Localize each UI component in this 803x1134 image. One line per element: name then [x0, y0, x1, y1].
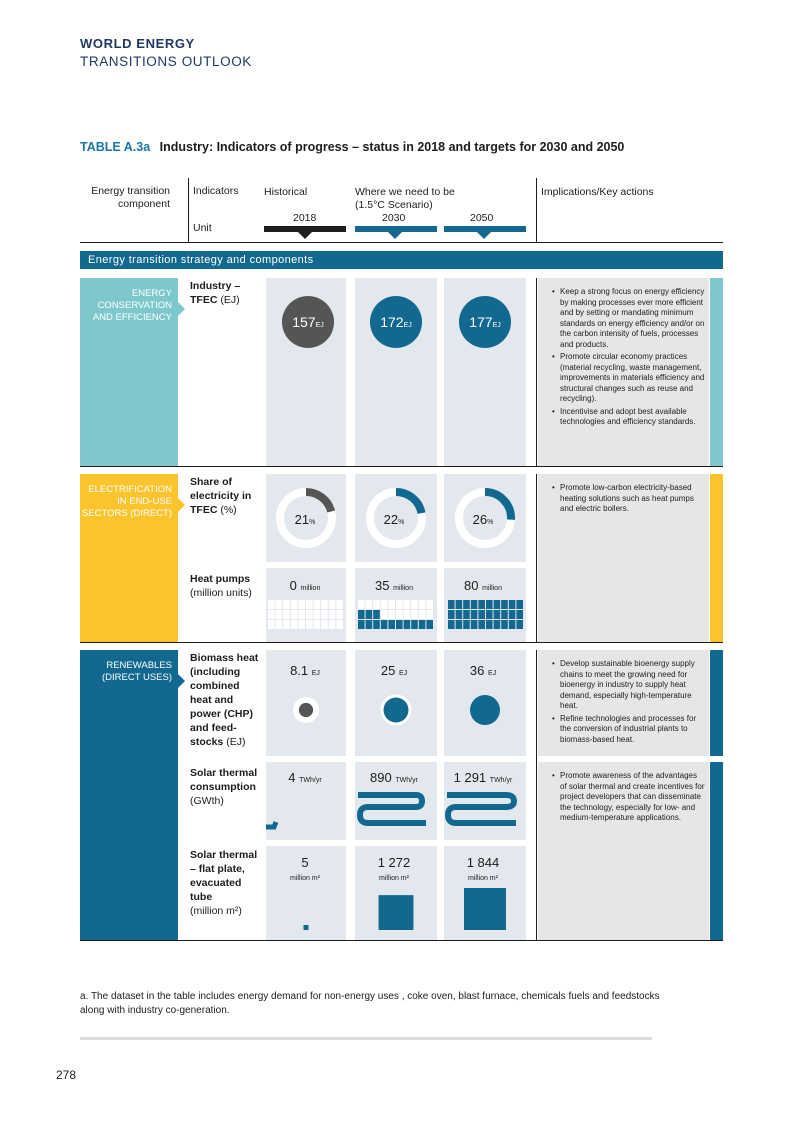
st-suffix: TWh/yr — [489, 777, 513, 784]
bio-suffix: EJ — [398, 670, 408, 677]
hp-unit — [516, 610, 523, 619]
hp-unit — [396, 600, 403, 609]
hp-unit — [276, 600, 283, 609]
indicator-unit: (million m²) — [190, 905, 242, 917]
tfec-unit: EJ — [492, 322, 501, 329]
solar-pipe-icon-2018 — [266, 822, 276, 827]
hp-unit — [298, 620, 305, 629]
indicator-unit: (%) — [220, 504, 237, 516]
hp-unit — [516, 620, 523, 629]
bio-chart — [266, 690, 526, 730]
table-caption: Industry: Indicators of progress – status in 2018 and targets for 2030 and 2050 — [159, 140, 625, 154]
hp-unit — [463, 620, 470, 629]
hp-unit — [321, 610, 328, 619]
st-value: 1 291 — [453, 770, 487, 785]
bio-circle — [470, 695, 500, 725]
bio-value: 25 — [380, 663, 396, 678]
table-title — [80, 140, 624, 154]
hp-unit — [486, 620, 493, 629]
divider — [80, 242, 723, 243]
share-suffix: % — [309, 519, 316, 526]
hp-unit — [404, 620, 411, 629]
fp-suffix: million m² — [468, 875, 498, 882]
tfec-unit: EJ — [403, 322, 412, 329]
hp-unit — [509, 600, 516, 609]
fp-suffix: million m² — [379, 875, 409, 882]
bio-label-2018 — [266, 663, 344, 678]
hp-unit — [306, 600, 313, 609]
indicator-name: Industry – TFEC — [190, 280, 241, 306]
action-item: • Keep a strong focus on energy efficiency by making processes ever more efficient and by setting or mandating minimum standards on energy efficiency and/or on the carbon intensity of fuels, processes and products. — [553, 287, 705, 350]
action-item: • Promote low-carbon electricity-based heating solutions such as heat pumps and electric boilers. — [553, 483, 705, 515]
indicator-biomass — [190, 651, 262, 749]
share-label-2030 — [355, 512, 433, 527]
hp-unit — [366, 600, 373, 609]
hp-suffix: million — [393, 585, 413, 592]
hp-unit — [404, 600, 411, 609]
hp-unit — [298, 610, 305, 619]
tfec-circle-2030 — [370, 296, 422, 348]
hp-unit — [419, 610, 426, 619]
hp-unit — [448, 620, 455, 629]
hp-unit — [381, 610, 388, 619]
hp-unit — [276, 610, 283, 619]
component-label: ENERGY CONSERVATION AND EFFICIENCY — [92, 288, 172, 323]
st-suffix: TWh/yr — [299, 777, 322, 784]
hp-unit — [456, 600, 463, 609]
component-conservation — [80, 278, 178, 466]
divider — [536, 178, 537, 242]
hp-unit — [456, 610, 463, 619]
indicator-name: Heat pumps — [190, 573, 251, 585]
hp-unit — [283, 600, 290, 609]
hp-unit — [471, 620, 478, 629]
divider — [80, 642, 723, 643]
share-value: 21 — [294, 512, 310, 527]
fp-label-2030 — [355, 856, 433, 885]
fp-chart — [266, 884, 526, 934]
header-indicators: Indicators — [193, 185, 239, 197]
hp-unit — [358, 620, 365, 629]
hp-unit — [501, 600, 508, 609]
divider — [178, 842, 536, 844]
indicator-unit: (EJ) — [226, 736, 246, 748]
header-year-2050: 2050 — [470, 212, 494, 224]
hp-unit — [366, 620, 373, 629]
stripe-electrification — [710, 474, 723, 642]
hp-unit — [291, 610, 298, 619]
fp-square — [379, 895, 414, 930]
hp-unit — [358, 600, 365, 609]
footnote-rule — [80, 1037, 652, 1040]
bio-label-2050 — [444, 663, 522, 678]
header-historical: Historical — [264, 186, 308, 198]
hp-suffix: million — [300, 585, 321, 592]
hp-unit — [306, 620, 313, 629]
indicator-name: Solar thermal consumption — [190, 767, 258, 793]
indicator-industry-tfec — [190, 279, 262, 307]
bio-circle — [384, 698, 409, 723]
action-item: • Incentivise and adopt best available technologies and efficiency standards. — [553, 407, 705, 428]
page-number: 278 — [56, 1068, 77, 1082]
fp-suffix: million m² — [290, 875, 320, 882]
indicator-flat-plate — [190, 848, 262, 918]
hp-value: 35 — [375, 578, 390, 593]
brand-subtitle: TRANSITIONS OUTLOOK — [80, 54, 252, 69]
indicator-share-electricity — [190, 475, 262, 517]
hp-label-2030 — [355, 578, 433, 593]
hp-unit — [283, 620, 290, 629]
share-arc — [396, 492, 422, 513]
component-pointer — [178, 498, 185, 512]
table-label: TABLE A.3a — [80, 140, 151, 154]
divider — [188, 178, 189, 242]
hp-unit — [388, 620, 395, 629]
header-scenario: (1.5°C Scenario) — [355, 199, 433, 211]
indicator-solar-thermal — [190, 766, 262, 808]
hp-unit — [388, 600, 395, 609]
hp-unit — [478, 620, 485, 629]
hp-unit — [373, 600, 380, 609]
hp-unit — [336, 600, 343, 609]
st-label-2018 — [266, 770, 344, 785]
share-label-2050 — [444, 512, 522, 527]
tfec-circle-2050 — [459, 296, 511, 348]
tfec-circle-2018 — [282, 296, 334, 348]
stripe-renewables-2 — [710, 762, 723, 940]
st-label-2050 — [444, 770, 522, 785]
st-suffix: TWh/yr — [395, 777, 418, 784]
st-pipe-chart — [266, 790, 526, 834]
header-component: Energy transition component — [91, 185, 170, 210]
solar-pipe-icon-2030 — [358, 795, 426, 823]
tfec-value-2030: 172 — [380, 314, 404, 330]
hp-unit — [411, 600, 418, 609]
hp-value: 80 — [464, 578, 479, 593]
fp-square — [464, 888, 506, 930]
pointer-2018 — [298, 232, 312, 239]
pointer-2030 — [388, 232, 402, 239]
hp-unit — [373, 620, 380, 629]
share-suffix: % — [487, 519, 494, 526]
hp-unit — [268, 620, 275, 629]
hp-unit — [448, 610, 455, 619]
hp-unit — [426, 610, 433, 619]
hp-unit — [291, 600, 298, 609]
hp-unit — [329, 600, 336, 609]
hp-unit — [306, 610, 313, 619]
hp-unit — [509, 620, 516, 629]
solar-pipe-icon-2050 — [447, 795, 516, 823]
hp-unit — [471, 610, 478, 619]
hp-label-2018 — [266, 578, 344, 593]
hp-unit — [463, 600, 470, 609]
fp-square — [304, 925, 309, 930]
hp-unit — [478, 600, 485, 609]
header-implications: Implications/Key actions — [541, 186, 654, 198]
indicator-name: Biomass heat (including combined heat and power (CHP) and feed-stocks — [190, 652, 259, 748]
indicator-unit: (GWth) — [190, 795, 224, 807]
hp-unit — [501, 610, 508, 619]
component-label: ELECTRIFICATION IN END-USE SECTORS (DIRECT) — [81, 484, 172, 519]
hp-unit — [336, 620, 343, 629]
hp-unit — [486, 600, 493, 609]
indicator-unit: (million units) — [190, 587, 252, 599]
indicator-heat-pumps — [190, 572, 262, 600]
divider — [178, 758, 536, 760]
actions-biomass — [538, 650, 709, 756]
hp-unit — [478, 610, 485, 619]
brand-title: WORLD ENERGY — [80, 36, 195, 51]
hp-unit — [321, 600, 328, 609]
hp-unit — [358, 610, 365, 619]
indicator-unit: (EJ) — [220, 294, 240, 306]
stripe-conservation — [710, 278, 723, 466]
hp-unit — [366, 610, 373, 619]
tfec-value-2018: 157 — [292, 314, 316, 330]
actions-electrification — [538, 474, 709, 642]
header-year-2018: 2018 — [293, 212, 317, 224]
divider — [536, 650, 537, 940]
hp-unit — [426, 600, 433, 609]
bio-suffix: EJ — [487, 670, 497, 677]
share-suffix: % — [398, 519, 405, 526]
hp-unit — [463, 610, 470, 619]
st-value: 890 — [370, 770, 392, 785]
share-arc — [306, 492, 331, 512]
component-label: RENEWABLES (DIRECT USES) — [101, 660, 172, 683]
fp-value: 1 844 — [466, 855, 500, 870]
hp-unit — [381, 620, 388, 629]
bio-suffix: EJ — [311, 670, 320, 677]
hp-unit — [268, 600, 275, 609]
hp-unit — [426, 620, 433, 629]
component-renewables — [80, 650, 178, 940]
tfec-value-2050: 177 — [469, 314, 493, 330]
divider — [536, 278, 537, 466]
hp-unit — [283, 610, 290, 619]
share-label-2018 — [266, 512, 344, 527]
hp-unit — [404, 610, 411, 619]
hp-unit — [486, 610, 493, 619]
action-item: • Promote awareness of the advantages of solar thermal and create incentives for project developers that can disseminate the technology, especially for low- and medium-temperature applications. — [553, 771, 705, 824]
header-year-2030: 2030 — [382, 212, 406, 224]
section-banner: Energy transition strategy and components — [80, 251, 723, 269]
hp-unit — [373, 610, 380, 619]
fp-value: 5 — [301, 855, 309, 870]
st-label-2030 — [355, 770, 433, 785]
hp-unit — [471, 600, 478, 609]
divider — [80, 466, 723, 467]
bio-value: 8.1 — [290, 663, 309, 678]
hp-label-2050 — [444, 578, 522, 593]
hp-suffix: million — [482, 585, 502, 592]
hp-unit — [336, 610, 343, 619]
bio-label-2030 — [355, 663, 433, 678]
hp-unit — [314, 620, 321, 629]
component-pointer — [178, 674, 185, 688]
footnote: a. The dataset in the table includes energy demand for non-energy uses , coke oven, blast furnace, chemicals fuels and feedstocks along with industry co-generation. — [80, 991, 660, 1016]
hp-unit — [388, 610, 395, 619]
hp-grid-chart — [266, 600, 526, 636]
action-item: • Develop sustainable bioenergy supply chains to meet the growing need for bioenergy in industry to supply heat demand, especially high-temperature heat. — [553, 659, 705, 712]
hp-unit — [419, 600, 426, 609]
fp-label-2050 — [444, 856, 522, 885]
st-value: 4 — [288, 770, 296, 785]
header-unit: Unit — [193, 222, 212, 234]
share-value: 22 — [383, 512, 399, 527]
hp-unit — [329, 620, 336, 629]
divider — [178, 564, 536, 566]
hp-unit — [494, 610, 501, 619]
actions-conservation — [538, 278, 709, 466]
bio-circle — [299, 703, 313, 717]
action-item: • Refine technologies and processes for the conversion of industrial plants to biomass-based heat. — [553, 714, 705, 746]
fp-value: 1 272 — [377, 855, 411, 870]
component-electrification — [80, 474, 178, 642]
hp-unit — [381, 600, 388, 609]
hp-unit — [314, 600, 321, 609]
indicator-name: Share of electricity in TFEC — [190, 476, 252, 516]
hp-unit — [268, 610, 275, 619]
share-value: 26 — [472, 512, 488, 527]
hp-unit — [494, 600, 501, 609]
pointer-2050 — [477, 232, 491, 239]
hp-unit — [419, 620, 426, 629]
divider — [80, 940, 723, 941]
fp-label-2018 — [266, 856, 344, 885]
hp-unit — [494, 620, 501, 629]
hp-unit — [411, 610, 418, 619]
header-target: Where we need to be — [355, 186, 455, 198]
component-pointer — [178, 302, 185, 316]
hp-unit — [396, 610, 403, 619]
actions-solar — [538, 762, 709, 940]
hp-value: 0 — [289, 578, 297, 593]
action-item: • Promote circular economy practices (material recycling, waste management, improvements in materials efficiency and structural changes such as reuse and recycling). — [553, 352, 705, 405]
hp-unit — [314, 610, 321, 619]
indicator-name: Solar thermal – flat plate, evacuated tube — [190, 849, 258, 903]
bio-value: 36 — [469, 663, 485, 678]
hp-unit — [276, 620, 283, 629]
stripe-renewables-1 — [710, 650, 723, 756]
hp-unit — [501, 620, 508, 629]
divider — [536, 474, 537, 642]
hp-unit — [298, 600, 305, 609]
hp-unit — [396, 620, 403, 629]
hp-unit — [411, 620, 418, 629]
hp-unit — [516, 600, 523, 609]
hp-unit — [448, 600, 455, 609]
hp-unit — [321, 620, 328, 629]
hp-unit — [509, 610, 516, 619]
hp-unit — [329, 610, 336, 619]
hp-unit — [291, 620, 298, 629]
hp-unit — [456, 620, 463, 629]
tfec-unit: EJ — [315, 322, 324, 329]
